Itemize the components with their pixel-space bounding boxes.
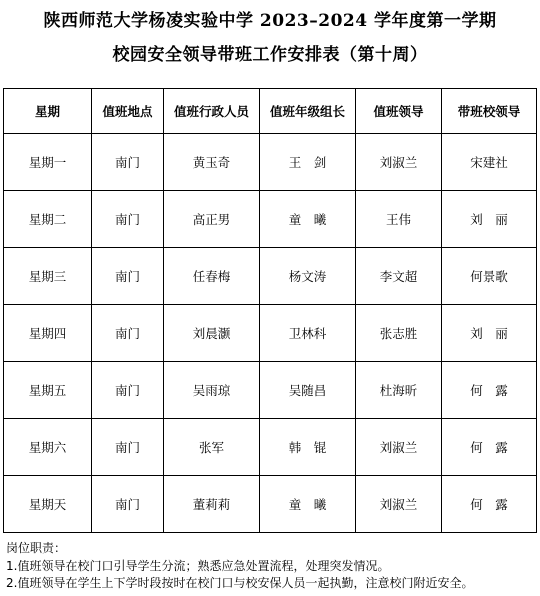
cell-grade-leader: 韩 锟 xyxy=(260,419,356,476)
header-school-leader: 带班校领导 xyxy=(442,89,537,134)
cell-duty-leader: 李文超 xyxy=(356,248,442,305)
cell-weekday: 星期天 xyxy=(4,476,92,533)
cell-school-leader: 何 露 xyxy=(442,419,537,476)
cell-admin-staff: 董莉莉 xyxy=(164,476,260,533)
header-grade-leader: 值班年级组长 xyxy=(260,89,356,134)
table-row xyxy=(4,248,537,305)
cell-grade-leader: 王 剑 xyxy=(260,134,356,191)
cell-school-leader: 何 露 xyxy=(442,362,537,419)
cell-location: 南门 xyxy=(92,248,164,305)
cell-grade-leader: 童 曦 xyxy=(260,476,356,533)
cell-school-leader: 宋建社 xyxy=(442,134,537,191)
cell-admin-staff: 任春梅 xyxy=(164,248,260,305)
cell-grade-leader: 卫林科 xyxy=(260,305,356,362)
cell-duty-leader: 杜海昕 xyxy=(356,362,442,419)
cell-duty-leader: 张志胜 xyxy=(356,305,442,362)
cell-location: 南门 xyxy=(92,362,164,419)
cell-duty-leader: 王伟 xyxy=(356,191,442,248)
cell-weekday: 星期一 xyxy=(4,134,92,191)
duty-notes xyxy=(6,540,536,593)
notes-item: 2.值班领导在学生上下学时段按时在校门口与校安保人员一起执勤，注意校门附近安全。 xyxy=(6,576,474,590)
cell-admin-staff: 黄玉奇 xyxy=(164,134,260,191)
table-header-row xyxy=(4,89,537,134)
cell-admin-staff: 吴雨琼 xyxy=(164,362,260,419)
cell-duty-leader: 刘淑兰 xyxy=(356,419,442,476)
cell-weekday: 星期五 xyxy=(4,362,92,419)
table-row xyxy=(4,191,537,248)
cell-location: 南门 xyxy=(92,476,164,533)
header-duty-leader: 值班领导 xyxy=(356,89,442,134)
notes-heading: 岗位职责： xyxy=(6,541,67,555)
cell-grade-leader: 吴随昌 xyxy=(260,362,356,419)
cell-school-leader: 刘 丽 xyxy=(442,191,537,248)
cell-location: 南门 xyxy=(92,419,164,476)
cell-school-leader: 何 露 xyxy=(442,476,537,533)
table-row xyxy=(4,419,537,476)
document-title: 陕西师范大学杨凌实验中学 2023–2024 学年度第一学期 xyxy=(43,11,497,31)
cell-location: 南门 xyxy=(92,134,164,191)
header-admin-staff: 值班行政人员 xyxy=(164,89,260,134)
table-row xyxy=(4,362,537,419)
cell-weekday: 星期三 xyxy=(4,248,92,305)
cell-admin-staff: 刘晨灏 xyxy=(164,305,260,362)
cell-location: 南门 xyxy=(92,191,164,248)
table-row xyxy=(4,476,537,533)
cell-weekday: 星期二 xyxy=(4,191,92,248)
cell-admin-staff: 张军 xyxy=(164,419,260,476)
cell-school-leader: 何景歌 xyxy=(442,248,537,305)
cell-weekday: 星期六 xyxy=(4,419,92,476)
cell-weekday: 星期四 xyxy=(4,305,92,362)
cell-location: 南门 xyxy=(92,305,164,362)
cell-school-leader: 刘 丽 xyxy=(442,305,537,362)
duty-schedule-table xyxy=(3,88,537,533)
cell-grade-leader: 童 曦 xyxy=(260,191,356,248)
table-row xyxy=(4,305,537,362)
cell-duty-leader: 刘淑兰 xyxy=(356,134,442,191)
header-location: 值班地点 xyxy=(92,89,164,134)
document-subtitle: 校园安全领导带班工作安排表（第十周） xyxy=(112,45,428,65)
table-row xyxy=(4,134,537,191)
cell-admin-staff: 高正男 xyxy=(164,191,260,248)
cell-grade-leader: 杨文涛 xyxy=(260,248,356,305)
notes-item: 1.值班领导在校门口引导学生分流；熟悉应急处置流程，处理突发情况。 xyxy=(6,558,390,573)
header-weekday: 星期 xyxy=(4,89,92,134)
cell-duty-leader: 刘淑兰 xyxy=(356,476,442,533)
